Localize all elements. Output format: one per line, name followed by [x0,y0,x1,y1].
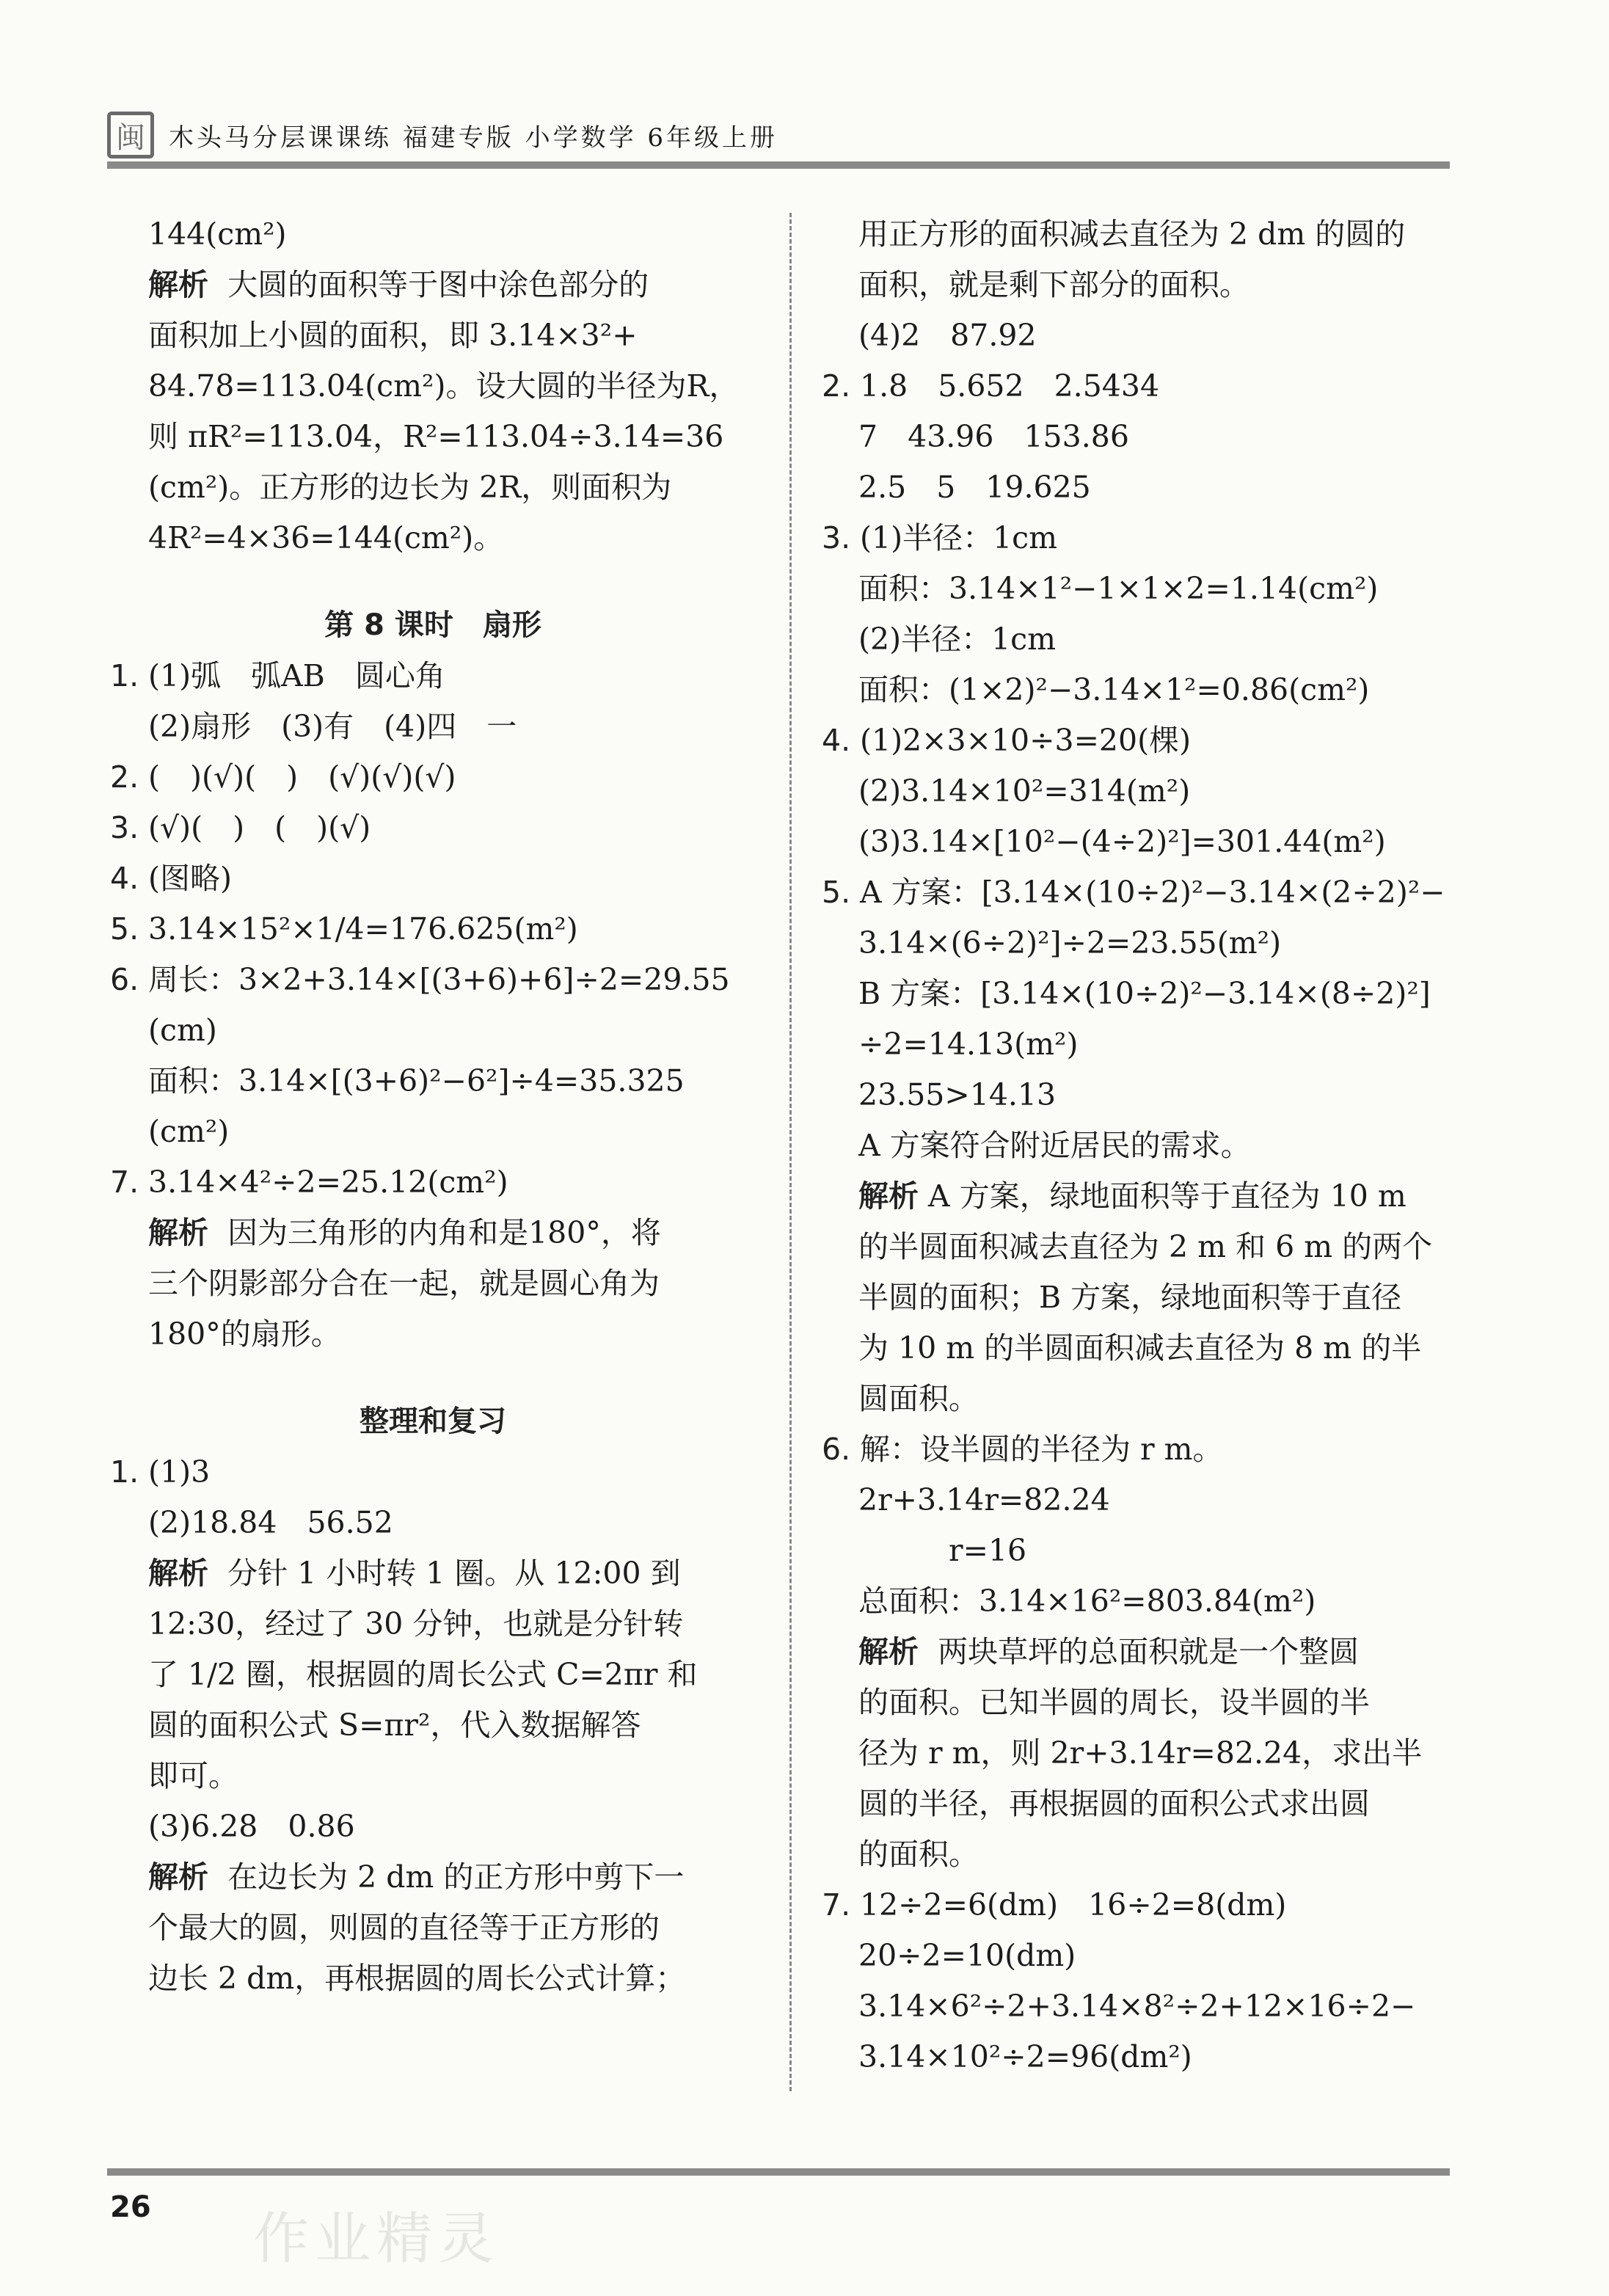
answer-line: 20÷2=10(dm) [858,1938,1076,1973]
analysis-line: 为 10 m 的半圆面积减去直径为 8 m 的半 [858,1330,1422,1366]
analysis-line: 解析 A 方案，绿地面积等于直径为 10 m [858,1178,1406,1214]
analysis-line: 圆面积。 [858,1381,979,1416]
analysis-line: 圆的面积公式 S=πr²，代入数据解答 [148,1708,641,1743]
book-title: 木头马分层课课练 福建专版 小学数学 6年级上册 [169,123,778,153]
analysis-line: 圆的半径，再根据圆的面积公式求出圆 [858,1786,1370,1821]
section-title: 整理和复习 [360,1404,506,1438]
answer-line: 6. 周长：3×2+3.14×[(3+6)+6]÷2=29.55 [110,962,730,997]
answer-line: (cm²) [148,1114,230,1149]
analysis-line: 12:30，经过了 30 分钟，也就是分针转 [148,1606,684,1641]
analysis-line: 180°的扇形。 [148,1316,341,1352]
analysis-line: 解析 大圆的面积等于图中涂色部分的 [148,267,649,302]
answer-line: 4. (图略) [110,861,232,896]
right-column [822,209,1453,2082]
analysis-line: 则 πR²=113.04，R²=113.04÷3.14=36 [148,419,724,454]
answer-line: (3)3.14×[10²−(4÷2)²]=301.44(m²) [858,824,1386,859]
analysis-line: 解析 分针 1 小时转 1 圈。从 12:00 到 [148,1556,681,1591]
analysis-label: 解析 [148,267,208,302]
analysis-line: 个最大的圆，则圆的直径等于正方形的 [148,1910,660,1945]
answer-line: (2)3.14×10²=314(m²) [858,773,1191,809]
footer-rule [107,2168,1450,2176]
answer-line: A 方案符合附近居民的需求。 [858,1128,1251,1163]
answer-line: 2. ( )(√)( ) (√)(√)(√) [110,759,456,795]
analysis-line: (cm²)。正方形的边长为 2R，则面积为 [148,470,672,505]
answer-line: r=16 [858,1533,1027,1568]
answer-line: (3)6.28 0.86 [148,1809,355,1844]
analysis-line: 径为 r m，则 2r+3.14r=82.24，求出半 [858,1735,1423,1771]
page-number: 26 [110,2190,151,2224]
answer-line: 1. (1)弧 弧AB 圆心角 [110,658,445,693]
answer-line: 5. 3.14×15²×1/4=176.625(m²) [110,911,578,947]
answer-line: ÷2=14.13(m²) [858,1027,1079,1062]
answer-line: 3.14×10²÷2=96(dm²) [858,2039,1192,2074]
answer-line: (2)18.84 56.52 [148,1505,393,1540]
column-divider [789,213,792,2091]
analysis-line: 4R²=4×36=144(cm²)。 [148,520,504,555]
analysis-line: 的面积。已知半圆的周长，设半圆的半 [858,1685,1370,1720]
analysis-label: 解析 [858,1178,919,1214]
analysis-line: 的半圆面积减去直径为 2 m 和 6 m 的两个 [858,1229,1433,1264]
answer-line: 5. A 方案：[3.14×(10÷2)²−3.14×(2÷2)²− [822,875,1445,910]
analysis-line: 三个阴影部分合在一起，就是圆心角为 [148,1266,660,1301]
analysis-line: 的面积。 [858,1837,979,1872]
answer-line: 2.5 5 19.625 [858,470,1091,505]
answer-line: 面积：3.14×1²−1×1×2=1.14(cm²) [858,571,1379,606]
answer-line: B 方案：[3.14×(10÷2)²−3.14×(8÷2)²] [858,976,1431,1011]
answer-line: 2r+3.14r=82.24 [858,1482,1110,1517]
answer-line: (4)2 87.92 [858,318,1037,353]
analysis-line: 解析 在边长为 2 dm 的正方形中剪下一 [148,1859,685,1895]
analysis-line: 解析 两块草坪的总面积就是一个整圆 [858,1634,1360,1669]
answer-line: 3.14×6²÷2+3.14×8²÷2+12×16÷2− [858,1989,1416,2024]
answer-line: 1. (1)3 [110,1454,211,1490]
answer-line: (cm) [148,1013,217,1048]
page-header [107,110,778,160]
answer-line: 2. 1.8 5.652 2.5434 [822,368,1160,404]
analysis-line: 84.78=113.04(cm²)。设大圆的半径为R， [148,368,740,404]
answer-line: (2)半径：1cm [858,622,1057,657]
answer-line: 面积：3.14×[(3+6)²−6²]÷4=35.325 [148,1063,685,1098]
header-rule [107,161,1450,169]
analysis-line: 用正方形的面积减去直径为 2 dm 的圆的 [858,216,1406,252]
section-title: 第 8 课时 扇形 [324,608,541,642]
answer-line: 面积：(1×2)²−3.14×1²=0.86(cm²) [858,672,1370,707]
analysis-line: 面积，就是剩下部分的面积。 [858,267,1249,302]
region-logo-icon: 闽 [107,112,154,158]
left-column [110,209,756,2004]
watermark: 作业精灵 [253,2206,500,2271]
answer-line: 4. (1)2×3×10÷3=20(棵) [822,723,1192,758]
analysis-line: 半圆的面积；B 方案，绿地面积等于直径 [858,1280,1402,1315]
analysis-line: 了 1/2 圈，根据圆的周长公式 C=2πr 和 [148,1657,698,1692]
answer-line: 3. (1)半径：1cm [822,520,1058,555]
answer-line: 7. 3.14×4²÷2=25.12(cm²) [110,1165,508,1200]
analysis-label: 解析 [858,1634,919,1669]
analysis-label: 解析 [148,1859,208,1895]
analysis-line: 边长 2 dm，再根据圆的周长公式计算； [148,1961,686,1996]
answer-line: 144(cm²) [148,216,287,252]
answer-line: 总面积：3.14×16²=803.84(m²) [858,1583,1316,1619]
answer-line: 6. 解：设半圆的半径为 r m。 [822,1432,1223,1467]
answer-line: 7 43.96 153.86 [858,419,1129,454]
answer-line: 3.14×(6÷2)²]÷2=23.55(m²) [858,925,1282,961]
analysis-label: 解析 [148,1556,208,1591]
analysis-line: 面积加上小圆的面积，即 3.14×3²+ [148,318,638,353]
analysis-line: 解析 因为三角形的内角和是180°，将 [148,1215,661,1250]
answer-line: (2)扇形 (3)有 (4)四 一 [148,709,517,744]
answer-line: 7. 12÷2=6(dm) 16÷2=8(dm) [822,1887,1287,1923]
answer-line: 23.55>14.13 [858,1077,1057,1112]
answer-line: 3. (√)( ) ( )(√) [110,810,371,845]
analysis-label: 解析 [148,1215,208,1250]
analysis-line: 即可。 [148,1758,238,1793]
